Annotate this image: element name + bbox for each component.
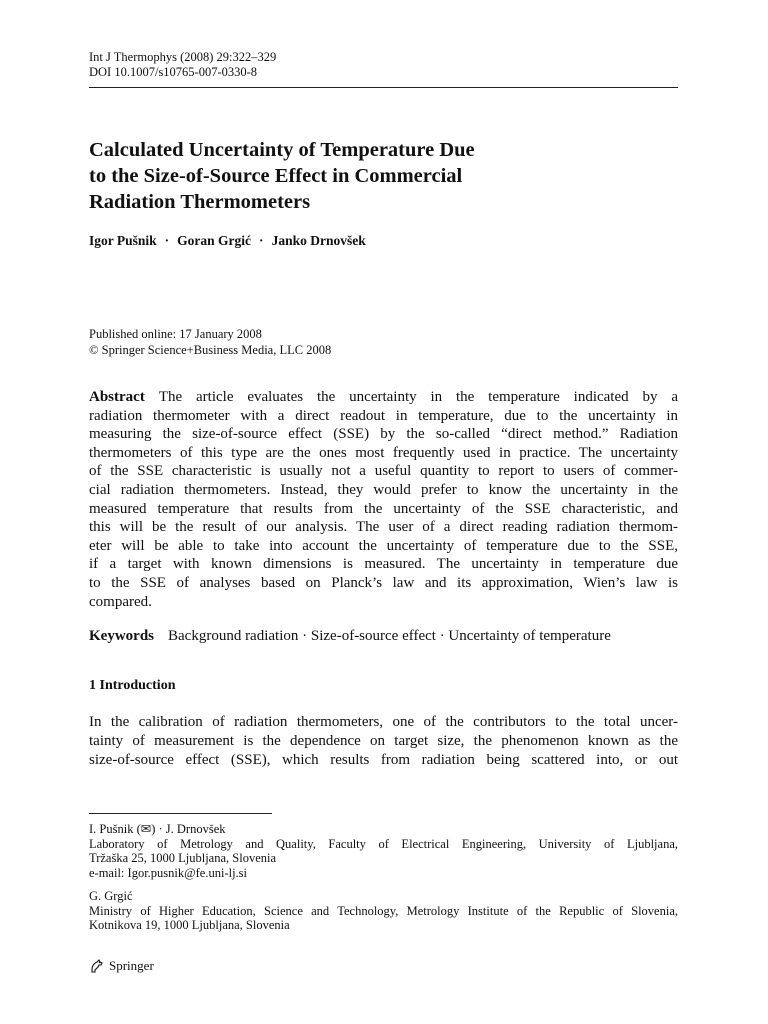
- abstract-line: of the SSE characteristic is usually not a useful quantity to report to users of commer-: [89, 463, 678, 480]
- author-list: [89, 233, 366, 249]
- abstract-line: this will be the result of our analysis. The user of a direct reading radiation thermom-: [89, 519, 678, 536]
- body-line: tainty of measurement is the dependence on target size, the phenomenon known as the: [89, 733, 678, 749]
- abstract-line: measuring the size-of-source effect (SSE) by the so-called “direct method.” Radiation: [89, 426, 678, 443]
- paper-title: [89, 137, 649, 215]
- publication-info: [89, 326, 331, 358]
- abstract-line: eter will be able to take into account the uncertainty of temperature due to the SSE,: [89, 537, 678, 554]
- published-date: Published online: 17 January 2008: [89, 327, 262, 341]
- journal-doi: DOI 10.1007/s10765-007-0330-8: [89, 65, 258, 79]
- keywords: [89, 627, 678, 646]
- body-line: size-of-source effect (SSE), which results from radiation being scattered into, or out: [89, 752, 678, 768]
- abstract-line: cial radiation thermometers. Instead, they would prefer to know the uncertainty in the: [89, 481, 678, 498]
- author-name: Igor Pušnik: [89, 233, 157, 248]
- abstract-line: measured temperature that results from the uncertainty of the SSE characteristic, and: [89, 500, 678, 517]
- affiliation-line: Tržaška 25, 1000 Ljubljana, Slovenia: [89, 851, 277, 865]
- affiliation-block: [89, 822, 678, 880]
- abstract-line: thermometers of this type are the ones most frequently used in practice. The uncertainty: [89, 444, 678, 461]
- affiliation-names: I. Pušnik (✉) · J. Drnovšek: [89, 822, 226, 836]
- author-separator: ·: [164, 233, 170, 248]
- abstract-line: Abstract The article evaluates the uncertainty in the temperature indicated by a: [89, 389, 678, 405]
- journal-citation: Int J Thermophys (2008) 29:322–329: [89, 50, 277, 64]
- introduction-text: [89, 713, 678, 770]
- title-line: to the Size-of-Source Effect in Commercial: [89, 165, 463, 187]
- affiliation-names: G. Grgić: [89, 889, 133, 903]
- abstract-line: compared.: [89, 593, 152, 610]
- author-name: Janko Drnovšek: [271, 233, 366, 248]
- author-separator: ·: [259, 233, 264, 248]
- body-line: In the calibration of radiation thermometers, one of the contributors to the total uncer-: [89, 714, 678, 730]
- springer-horse-icon: [89, 958, 105, 974]
- title-line: Calculated Uncertainty of Temperature Due: [89, 139, 475, 161]
- affiliation-line: Ministry of Higher Education, Science and Technology, Metrology Institute of the Republic of Slovenia,: [89, 903, 678, 918]
- publisher-name: Springer: [109, 958, 154, 973]
- title-line: Radiation Thermometers: [89, 191, 311, 213]
- abstract: [89, 388, 678, 611]
- abstract-line: to the SSE of analyses based on Planck’s law and its approximation, Wien’s law is: [89, 574, 678, 591]
- section-heading: 1 Introduction: [89, 678, 176, 693]
- copyright-notice: © Springer Science+Business Media, LLC 2008: [89, 343, 332, 357]
- abstract-line: radiation thermometer with a direct readout in temperature, due to the uncertainty in: [89, 407, 678, 424]
- affiliation-line: Kotnikova 19, 1000 Ljubljana, Slovenia: [89, 918, 290, 932]
- author-name: Goran Grgić: [177, 233, 252, 248]
- affiliation-line: Laboratory of Metrology and Quality, Faculty of Electrical Engineering, University of Ljubljana,: [89, 836, 678, 851]
- page-footer: [89, 958, 154, 974]
- abstract-line: if a target with known dimensions is measured. The uncertainty in temperature due: [89, 556, 678, 573]
- header-rule: [89, 87, 678, 88]
- abstract-label: Abstract: [89, 389, 145, 405]
- affiliation-block: [89, 889, 678, 933]
- affiliation-email: e-mail: Igor.pusnik@fe.uni-lj.si: [89, 865, 248, 880]
- keywords-text: Background radiation · Size-of-source effect · Uncertainty of temperature: [168, 628, 611, 644]
- journal-header: [89, 50, 276, 80]
- footnote-rule: [89, 813, 272, 814]
- keywords-label: Keywords: [89, 628, 154, 644]
